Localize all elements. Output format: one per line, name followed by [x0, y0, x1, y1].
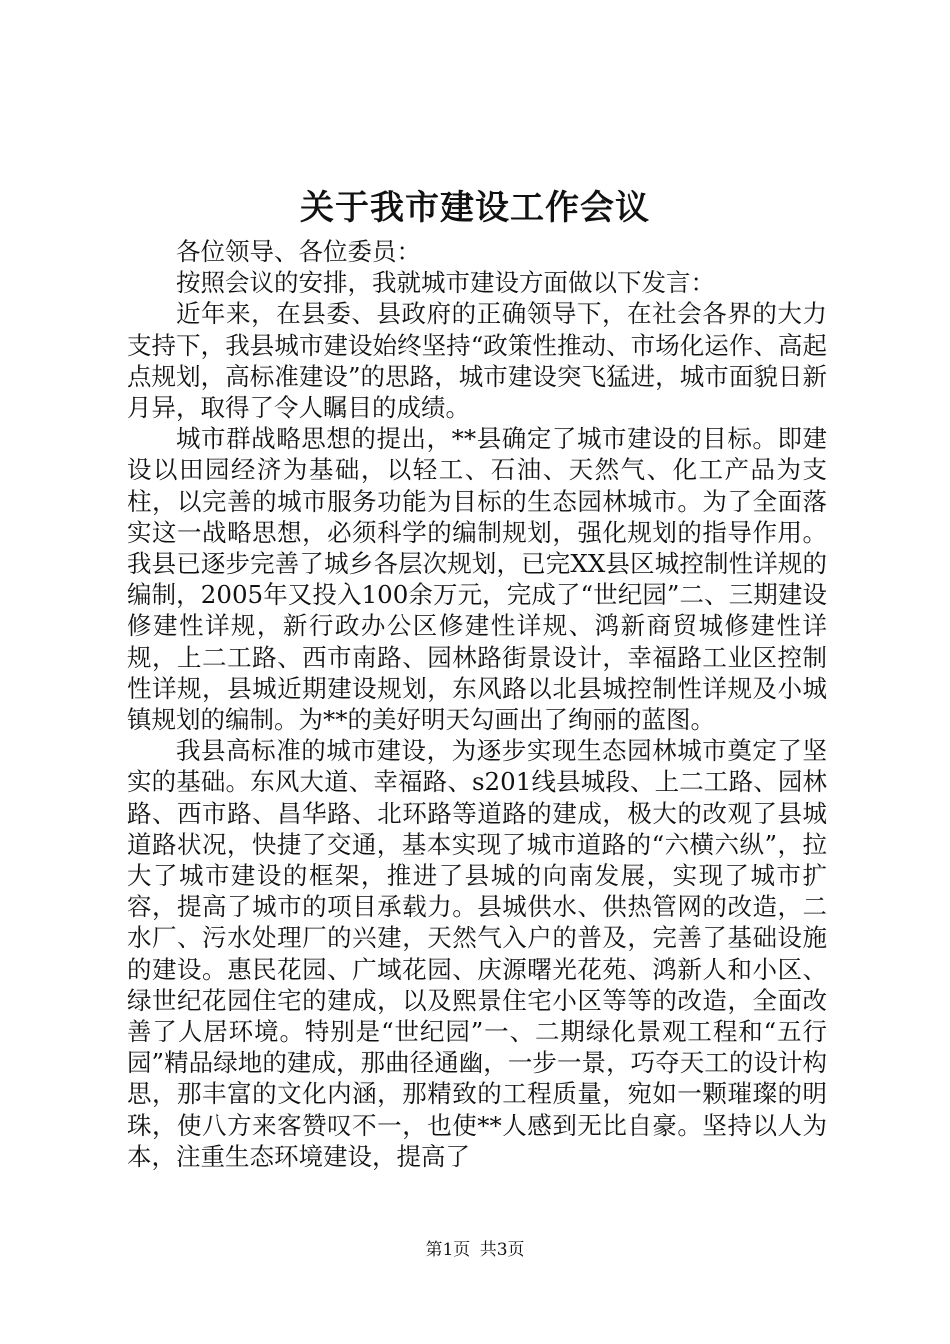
document-body [127, 236, 827, 1172]
paragraph-salutation: 各位领导、各位委员： [176, 237, 421, 266]
paragraph-achievements: 近年来，在县委、县政府的正确领导下，在社会各界的大力支持下，我县城市建设始终坚持“政策性推动、市场化运作、高起点规划，高标准建设”的思路，城市建设突飞猛进，城市面貌日新月异，取得了令人瞩目的成绩。 [127, 299, 827, 423]
paragraph-intro: 按照会议的安排，我就城市建设方面做以下发言： [176, 268, 715, 298]
document-title: 关于我市建设工作会议 [300, 188, 650, 228]
paragraph-construction: 我县高标准的城市建设，为逐步实现生态园林城市奠定了坚实的基础。东风大道、幸福路、s201线县城段、上二工路、园林路、西市路、昌华路、北环路等道路的建成，极大的改观了县城道路状况，快捷了交通，基本实现了城市道路的“六横六纵”，拉大了城市建设的框架，推进了县城的向南发展，实现了城市扩容，提高了城市的项目承载力。县城供水、供热管网的改造，二水厂、污水处理厂的兴建，天然气入户的普及，完善了基础设施的建设。惠民花园、广域花园、庆源曙光花苑、鸿新人和小区、绿世纪花园住宅的建成，以及熙景住宅小区等等的改造，全面改善了人居环境。特别是“世纪园”一、二期绿化景观工程和“五行园”精品绿地的建成，那曲径通幽，一步一景，巧夺天工的设计构思，那丰富的文化内涵，那精致的工程质量，宛如一颗璀璨的明珠，使八方来客赞叹不一，也使**人感到无比自豪。坚持以人为本，注重生态环境建设，提高了 [127, 736, 827, 1171]
page-number-footer: 第1页 共3页 [425, 1240, 525, 1260]
paragraph-planning: 城市群战略思想的提出，**县确定了城市建设的目标。即建设以田园经济为基础，以轻工、石油、天然气、化工产品为支柱，以完善的城市服务功能为目标的生态园林城市。为了全面落实这一战略思想，必须科学的编制规划，强化规划的指导作用。我县已逐步完善了城乡各层次规划，已完XX县区城控制性详规的编制，2005年又投入100余万元，完成了“世纪园”二、三期建设修建性详规，新行政办公区修建性详规、鸿新商贸城修建性详规，上二工路、西市南路、园林路街景设计，幸福路工业区控制性详规，县城近期建设规划，东风路以北县城控制性详规及小城镇规划的编制。为**的美好明天勾画出了绚丽的蓝图。 [127, 424, 827, 735]
